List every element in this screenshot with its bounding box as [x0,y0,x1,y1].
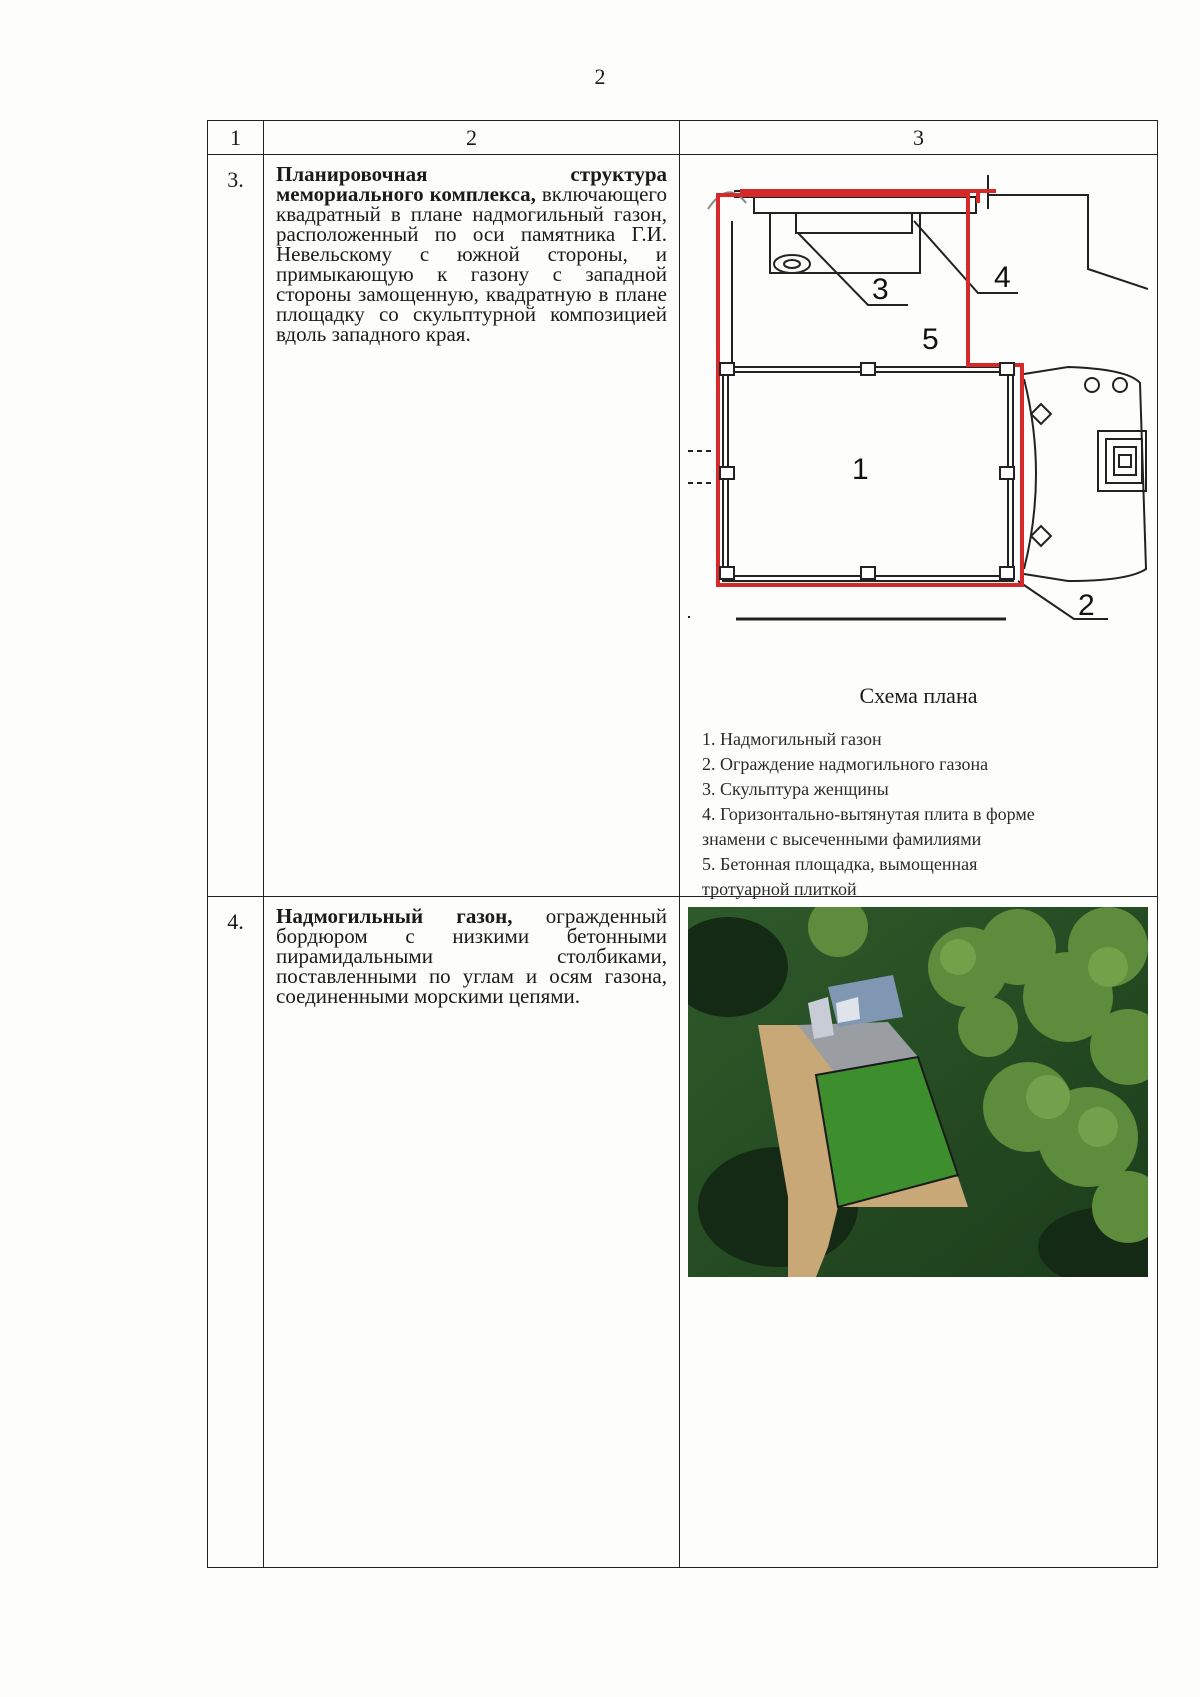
legend-item: 1. Надмогильный газон [702,729,882,749]
row-title: Надмогильный газон, [276,904,513,928]
row-text: включающего квадратный в плане надмогильный газон, расположенный по оси памятника Г.И. Невельскому с южной стороны, и примыкающую к газону с западной стороны замощенную, квадратную в плане площадку со скульптурной композицией вдоль западного края. [276,182,667,346]
legend-item: 3. Скульптура женщины [702,779,889,799]
header-col-2: 2 [264,121,680,155]
legend-item: 4. Горизонтально-вытянутая плита в форме [702,804,1035,824]
plan-legend [702,727,1142,902]
aerial-photo [688,907,1148,1277]
legend-item: 2. Ограждение надмогильного газона [702,754,989,774]
document-table [207,120,1158,1568]
table-row [208,897,1158,1568]
legend-item: 5. Бетонная площадка, вымощенная [702,854,978,874]
site-plan-diagram [688,169,1148,679]
plan-label-3: 3 [872,273,889,306]
table-row [208,155,1158,897]
row-number: 3. [208,155,264,897]
header-col-1: 1 [208,121,264,155]
header-col-3: 3 [680,121,1158,155]
plan-cell [680,155,1158,897]
row-description [264,155,680,897]
legend-item: тротуарной плиткой [702,879,857,899]
row-title: Планировочная структура мемориального комплекса, [276,162,667,206]
photo-cell [680,897,1158,1568]
page-number: 2 [594,64,606,89]
legend-item: знамени с высеченными фамилиями [702,829,982,849]
row-number: 4. [208,897,264,1568]
plan-label-2: 2 [1078,589,1095,622]
plan-label-4: 4 [994,261,1011,294]
table-header-row [208,121,1158,155]
row-text: огражденный бордюром с низкими бетонными пирамидальными столбиками, поставленными по углам и осям газона, соединенными морскими цепями. [276,904,667,1008]
plan-label-1: 1 [852,453,869,486]
plan-caption: Схема плана [859,683,978,708]
row-description [264,897,680,1568]
plan-label-5: 5 [922,323,939,356]
